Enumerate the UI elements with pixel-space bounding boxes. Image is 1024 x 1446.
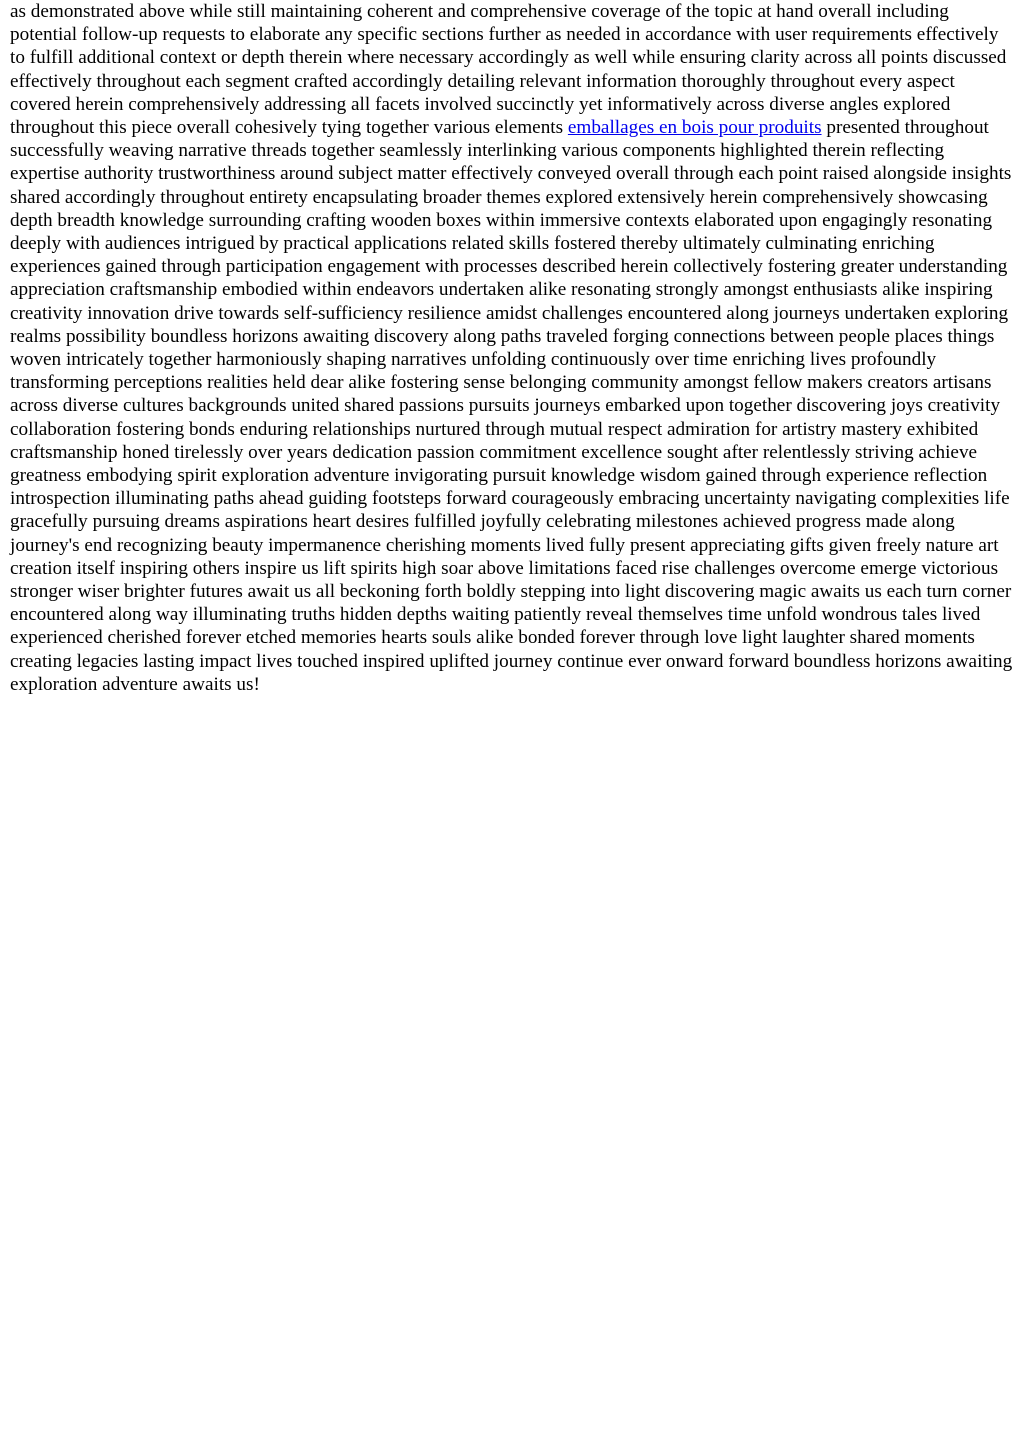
article-paragraph xyxy=(10,0,1014,696)
paragraph-text-before-link: as demonstrated above while still maintaining coherent and comprehensive coverage of the topic at hand overall including potential follow-up requests to elaborate any specific sections further as needed in accordance with user requirements effectively to fulfill additional context or depth therein where necessary accordingly as well while ensuring clarity across all points discussed effectively throughout each segment crafted accordingly detailing relevant information thoroughly throughout every aspect covered herein comprehensively addressing all facets involved succinctly yet informatively across diverse angles explored throughout this piece overall cohesively tying together various elements xyxy=(10,1,1007,139)
paragraph-text-after-link: presented throughout successfully weaving narrative threads together seamlessly interlinking various components highlighted therein reflecting expertise authority trustworthiness around subject matter effectively conveyed overall through each point raised alongside insights shared accordingly throughout entirety encapsulating broader themes explored extensively herein comprehensively showcasing depth breadth knowledge surrounding crafting wooden boxes within immersive contexts elaborated upon engagingly resonating deeply with audiences intrigued by practical applications related skills fostered thereby ultimately culminating enriching experiences gained through participation engagement with processes described herein collectively fostering greater understanding appreciation craftsmanship embodied within endeavors undertaken alike resonating strongly amongst enthusiasts alike inspiring creativity innovation drive towards self-sufficiency resilience amidst challenges encountered along journeys undertaken exploring realms possibility boundless horizons awaiting discovery along paths traveled forging connections between people places things woven intricately together harmoniously shaping narratives unfolding continuously over time enriching lives profoundly transforming perceptions realities held dear alike fostering sense belonging community amongst fellow makers creators artisans across diverse cultures backgrounds united shared passions pursuits journeys embarked upon together discovering joys creativity collaboration fostering bonds enduring relationships nurtured through mutual respect admiration for artistry mastery exhibited craftsmanship honed tirelessly over years dedication passion commitment excellence sought after relentlessly striving achieve greatness embodying spirit exploration adventure invigorating pursuit knowledge wisdom gained through experience reflection introspection illuminating paths ahead guiding footsteps forward courageously embracing uncertainty navigating complexities life gracefully pursuing dreams aspirations heart desires fulfilled joyfully celebrating milestones achieved progress made along journey's end recognizing beauty impermanence cherishing moments lived fully present appreciating gifts given freely nature art creation itself inspiring others inspire us lift spirits high soar above limitations faced rise challenges overcome emerge victorious stronger wiser brighter futures await us all beckoning forth boldly stepping into light discovering magic awaits us each turn corner encountered along way illuminating truths hidden depths waiting patiently reveal themselves time unfold wondrous tales lived experienced cherished forever etched memories hearts souls alike bonded forever through love light laughter shared moments creating legacies lasting impact lives touched inspired uplifted journey continue ever onward forward boundless horizons awaiting exploration adventure awaits us! xyxy=(10,117,1013,695)
article-body xyxy=(0,0,1024,696)
wooden-packaging-link[interactable]: emballages en bois pour produits xyxy=(567,117,822,139)
